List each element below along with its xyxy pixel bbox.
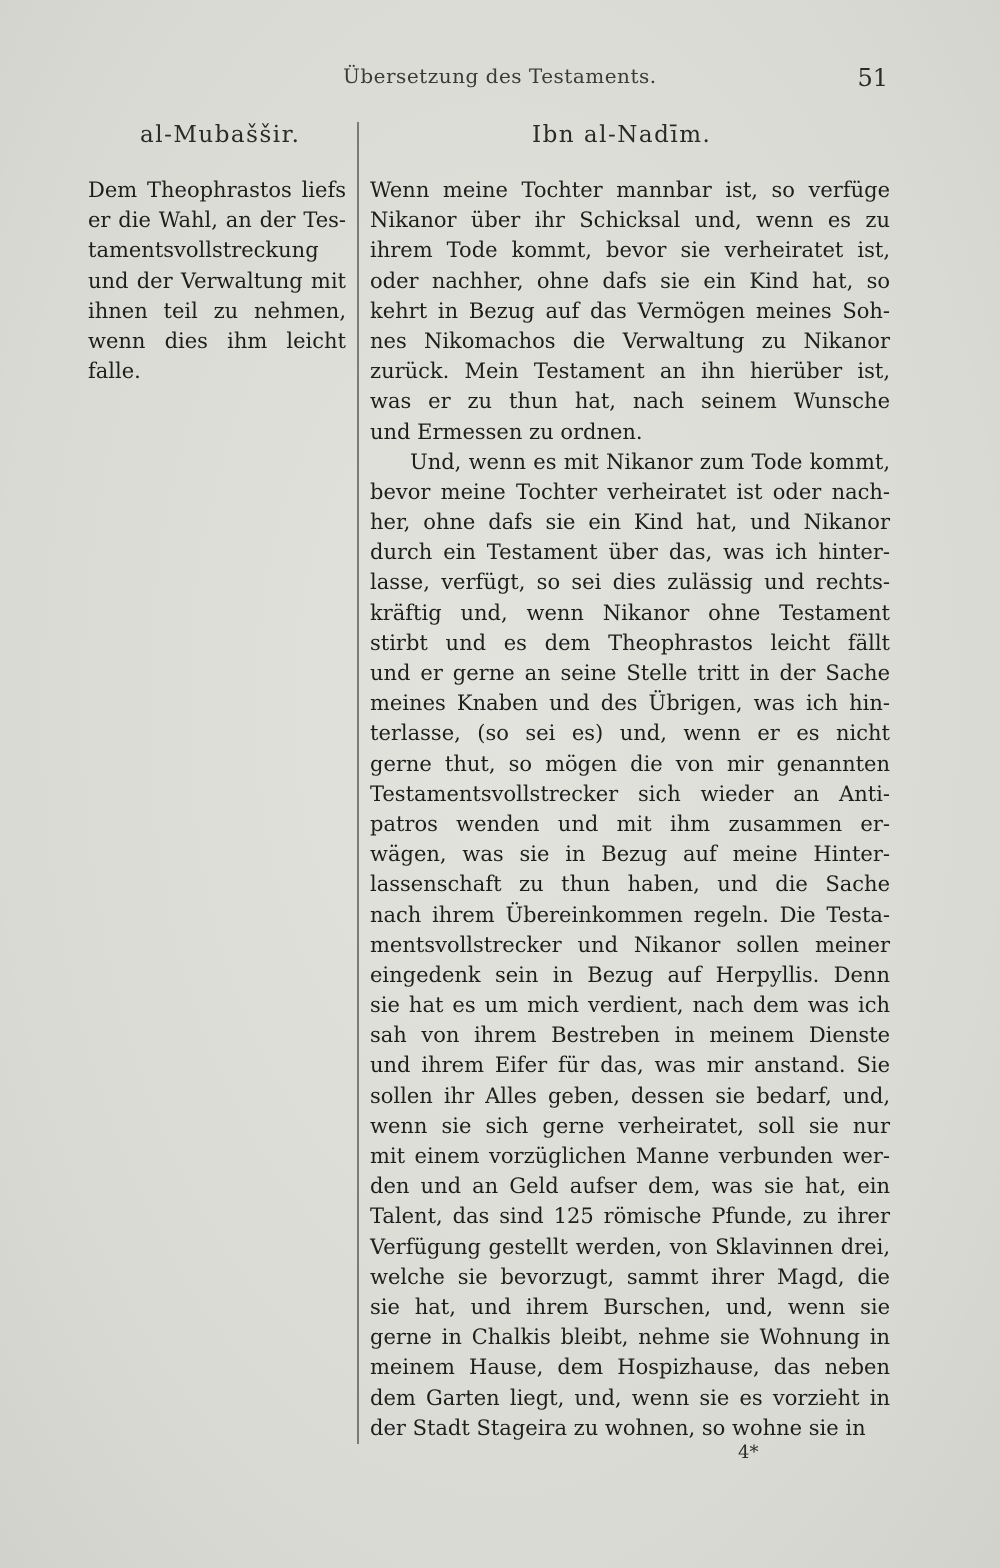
right-column-text bbox=[370, 175, 890, 1443]
left-column-line: tamentsvollstreckung bbox=[88, 238, 319, 263]
left-column-line: und der Verwaltung mit bbox=[88, 268, 346, 293]
right-column-line: sollen ihr Alles geben, dessen sie bedarf, und, bbox=[370, 1083, 890, 1108]
signature-mark: 4* bbox=[738, 1442, 759, 1463]
right-column-heading: Ibn al-Nadīm. bbox=[532, 122, 712, 148]
right-column-line: mentsvollstrecker und Nikanor sollen meiner bbox=[370, 932, 890, 957]
left-column-text bbox=[88, 175, 346, 386]
right-column-line: und er gerne an seine Stelle tritt in der Sache bbox=[370, 661, 890, 685]
right-column-line: den und an Geld aufser dem, was sie hat, ein bbox=[370, 1174, 890, 1199]
right-column-line: dem Garten liegt, und, wenn sie es vorzieht in bbox=[370, 1385, 890, 1410]
right-column-line: Talent, das sind 125 römische Pfunde, zu ihrer bbox=[370, 1204, 890, 1229]
right-column-line: gerne thut, so mögen die von mir genannten bbox=[370, 751, 890, 776]
running-head bbox=[0, 64, 1000, 98]
right-column-line: durch ein Testament über das, was ich hinter- bbox=[370, 540, 890, 565]
right-column-line: Verfügung gestellt werden, von Sklavinnen drei, bbox=[370, 1234, 890, 1259]
left-column-line: wenn dies ihm leicht bbox=[88, 328, 346, 353]
right-column-line: terlasse, (so sei es) und, wenn er es nicht bbox=[370, 721, 890, 746]
page-number: 51 bbox=[857, 64, 888, 92]
right-column-line: Testamentsvollstrecker sich wieder an Anti- bbox=[370, 781, 890, 806]
right-column-line: stirbt und es dem Theophrastos leicht fällt bbox=[370, 630, 890, 655]
right-column-line: welche sie bevorzugt, sammt ihrer Magd, die bbox=[370, 1264, 890, 1289]
right-column-line: mit einem vorzüglichen Manne verbunden wer- bbox=[370, 1144, 890, 1168]
right-column-line: zurück. Mein Testament an ihn hierüber ist, bbox=[370, 359, 890, 384]
right-column-line: was er zu thun hat, nach seinem Wunsche bbox=[370, 389, 890, 414]
column-divider bbox=[357, 122, 359, 1444]
left-column-line: er die Wahl, an der Tes- bbox=[88, 208, 346, 233]
right-column-line: kräftig und, wenn Nikanor ohne Testament bbox=[370, 600, 890, 625]
right-column-line: nes Nikomachos die Verwaltung zu Nikanor bbox=[370, 328, 890, 353]
right-column-line: Und, wenn es mit Nikanor zum Tode kommt, bbox=[410, 449, 890, 474]
right-column-line: Wenn meine Tochter mannbar ist, so verfüge bbox=[370, 178, 890, 202]
right-column-line: meines Knaben und des Übrigen, was ich hin- bbox=[370, 691, 890, 716]
running-title: Übersetzung des Testaments. bbox=[343, 64, 657, 88]
left-column-line: falle. bbox=[88, 359, 141, 384]
right-column-line: oder nachher, ohne dafs sie ein Kind hat, so bbox=[370, 268, 890, 293]
right-column-line: Nikanor über ihr Schicksal und, wenn es zu bbox=[370, 208, 890, 233]
right-column-line: der Stadt Stageira zu wohnen, so wohne sie in bbox=[370, 1415, 866, 1440]
right-column-line: nach ihrem Übereinkommen regeln. Die Testa- bbox=[370, 902, 890, 927]
right-column-line: eingedenk sein in Bezug auf Herpyllis. Denn bbox=[370, 962, 890, 987]
right-column-line: her, ohne dafs sie ein Kind hat, und Nikanor bbox=[370, 510, 890, 535]
right-column-line: sah von ihrem Bestreben in meinem Dienste bbox=[370, 1023, 890, 1048]
right-column-line: patros wenden und mit ihm zusammen er- bbox=[370, 811, 890, 836]
right-column-line: lassenschaft zu thun haben, und die Sache bbox=[370, 872, 890, 897]
left-column-line: Dem Theophrastos liefs bbox=[88, 178, 346, 202]
right-column-line: gerne in Chalkis bleibt, nehme sie Wohnung in bbox=[370, 1325, 890, 1350]
right-column-line: sie hat, und ihrem Burschen, und, wenn sie bbox=[370, 1294, 890, 1319]
right-column-line: wenn sie sich gerne verheiratet, soll sie nur bbox=[370, 1113, 890, 1138]
right-column-line: kehrt in Bezug auf das Vermögen meines Soh- bbox=[370, 298, 890, 323]
right-column-line: sie hat es um mich verdient, nach dem was ich bbox=[370, 993, 890, 1018]
right-column-line: ihrem Tode kommt, bevor sie verheiratet ist, bbox=[370, 238, 890, 263]
left-column-heading: al-Mubaššir. bbox=[140, 122, 301, 148]
right-column-line: und ihrem Eifer für das, was mir anstand. Sie bbox=[370, 1053, 890, 1078]
right-column-line: wägen, was sie in Bezug auf meine Hinter- bbox=[370, 842, 890, 867]
right-column-line: meinem Hause, dem Hospizhause, das neben bbox=[370, 1355, 890, 1380]
right-column-line: lasse, verfügt, so sei dies zulässig und rechts- bbox=[370, 570, 890, 595]
right-column-line: bevor meine Tochter verheiratet ist oder nach- bbox=[370, 479, 890, 504]
right-column-line: und Ermessen zu ordnen. bbox=[370, 419, 643, 444]
left-column-line: ihnen teil zu nehmen, bbox=[88, 298, 346, 323]
